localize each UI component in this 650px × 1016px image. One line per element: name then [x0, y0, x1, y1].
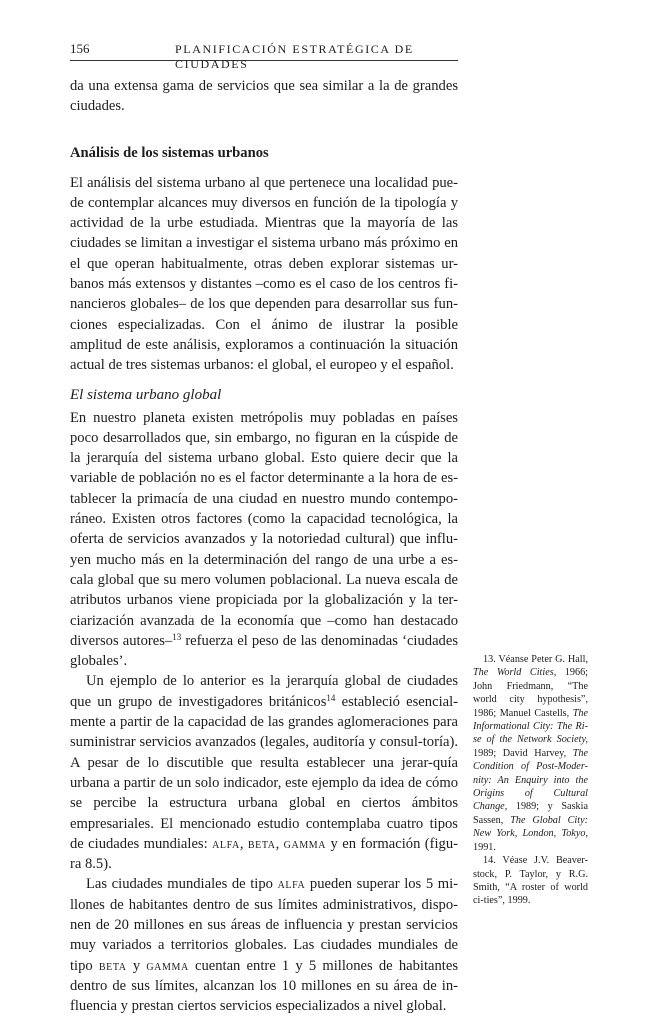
running-head: PLANIFICACIÓN ESTRATÉGICA DE CIUDADES: [175, 42, 414, 71]
paragraph-text: estableció esencial-mente a partir de la capacidad de las grandes aglomeraciones para suministrar servicios avanzados (legales, auditoría y consul-toría). A pesar de lo discutible que resulta establecer una jerar-quía urbana a partir de un solo indicador, este ejemplo da idea de cómo se percibe la estructura urbana global en ciertos ámbitos empresariales. El mencionado estudio contemplaba cuatro tipos de ciudades mundiales:: [70, 693, 459, 852]
paragraph-text: Las ciudades mundiales de tipo: [86, 876, 278, 893]
term-gamma: gamma: [146, 957, 189, 974]
book-title: The Informational City: The Ri-se of the Network Society,: [473, 707, 588, 746]
main-text: [70, 76, 458, 1016]
separator: ,: [239, 835, 248, 852]
term-gamma: gamma: [283, 835, 327, 852]
separator: ,: [275, 835, 284, 852]
book-title: The Condition of Post-Moder-nity: An Enquiry into the Origins of Cultural Change,: [473, 747, 588, 813]
note-text: , 1966; John Friedmann, “The world city hypothesis”, 1986; Manuel Castells,: [473, 667, 588, 719]
paragraph-text: y: [126, 957, 147, 974]
page-header: [70, 40, 458, 71]
paragraph-text: pueden superar los 5 mi-llones de habitantes dentro de sus límites administrativos, dispo-nen de 20 millones en sus áreas de influencia y prestan servicios muy variados a territorios globales. Las ciudades mundiales de tipo: [70, 876, 458, 974]
book-title: The Global City: New York, London, Tokyo: [473, 814, 588, 840]
paragraph-global-3: [70, 874, 458, 1016]
book-title: The World Cities: [473, 667, 554, 679]
paragraph-text: En nuestro planeta existen metrópolis muy pobladas en países poco desarrollados que, sin embargo, no figuran en la cúspide de la jerarquía del sistema urbano global. Esto quiere decir que la variable de población no es el factor determinante a la hora de es-tablecer la primacía de una ciudad en nuestro mundo contempo-ráneo. Existen otros factores (como la capacidad tecnológica, la oferta de servicios avanzados y la notoriedad cultural) que influ-yen mucho más en la determinación del rango de una urbe a es-cala global que su mero volumen poblacional. La nueva escala de atributos urbanos viene propiciada por la globalización y la ter-ciarización avanzada de la economía que –como han destacado diversos autores–: [70, 409, 458, 649]
paragraph-text: refuerza el peso de las denominadas ‘ciudades globales’.: [70, 632, 458, 670]
term-beta: beta: [98, 957, 127, 974]
subsection-heading: El sistema urbano global: [70, 386, 222, 403]
footnote-13: [473, 653, 588, 854]
term-alfa: alfa: [277, 876, 306, 893]
term-alfa: alfa: [212, 835, 240, 852]
note-text: , 1991.: [473, 828, 588, 853]
margin-notes: [473, 653, 588, 908]
section-paragraph: El análisis del sistema urbano al que pertenece una localidad pue-de contemplar alcances muy diversos en función de la tipología y actividad de la urbe estudiada. Mientras que la mayoría de las ciudades se limitan a investigar el sistema urbano más próximo en el que operan habitualmente, otras deben explorar sistemas ur-banos más extensos y distantes –como es el caso de los centros fi-nancieros globales– de los que dependen para desarrollar sus fun-ciones especializadas. Con el ánimo de ilustrar la posible amplitud de este análisis, exploramos a continuación la situación actual de tres sistemas urbanos: el global, el europeo y el español.: [70, 174, 458, 374]
paragraph-global-1: [70, 408, 458, 672]
page-number: 156: [70, 41, 90, 56]
section-heading: Análisis de los sistemas urbanos: [70, 144, 269, 161]
footnote-ref-14: 14: [326, 692, 336, 703]
note-text: 13. Véanse Peter G. Hall,: [483, 654, 588, 665]
footnote-14: 14. Véase J.V. Beaver-stock, P. Taylor, y R.G. Smith, “A roster of world ci-ties”, 1999.: [473, 855, 588, 907]
intro-paragraph: da una extensa gama de servicios que sea similar a la de grandes ciudades.: [70, 78, 458, 115]
paragraph-text: cuentan entre 1 y 5 millones de habitantes dentro de sus límites, alcanzan los 10 millones en su área de in-fluencia y prestan ciertos servicios especializados a nivel global.: [70, 957, 459, 1015]
note-text: 1989; y Saskia Sassen,: [473, 801, 588, 826]
paragraph-global-2: [70, 671, 458, 874]
term-beta: beta: [247, 835, 276, 852]
paragraph-text: Un ejemplo de lo anterior es la jerarquía global de ciudades que un grupo de investigadores británicos: [70, 673, 458, 710]
paragraph-text: y en formación (figu-ra 8.5).: [70, 835, 458, 873]
footnote-ref-13: 13: [172, 631, 182, 642]
note-text: 1989; David Harvey,: [473, 747, 573, 759]
